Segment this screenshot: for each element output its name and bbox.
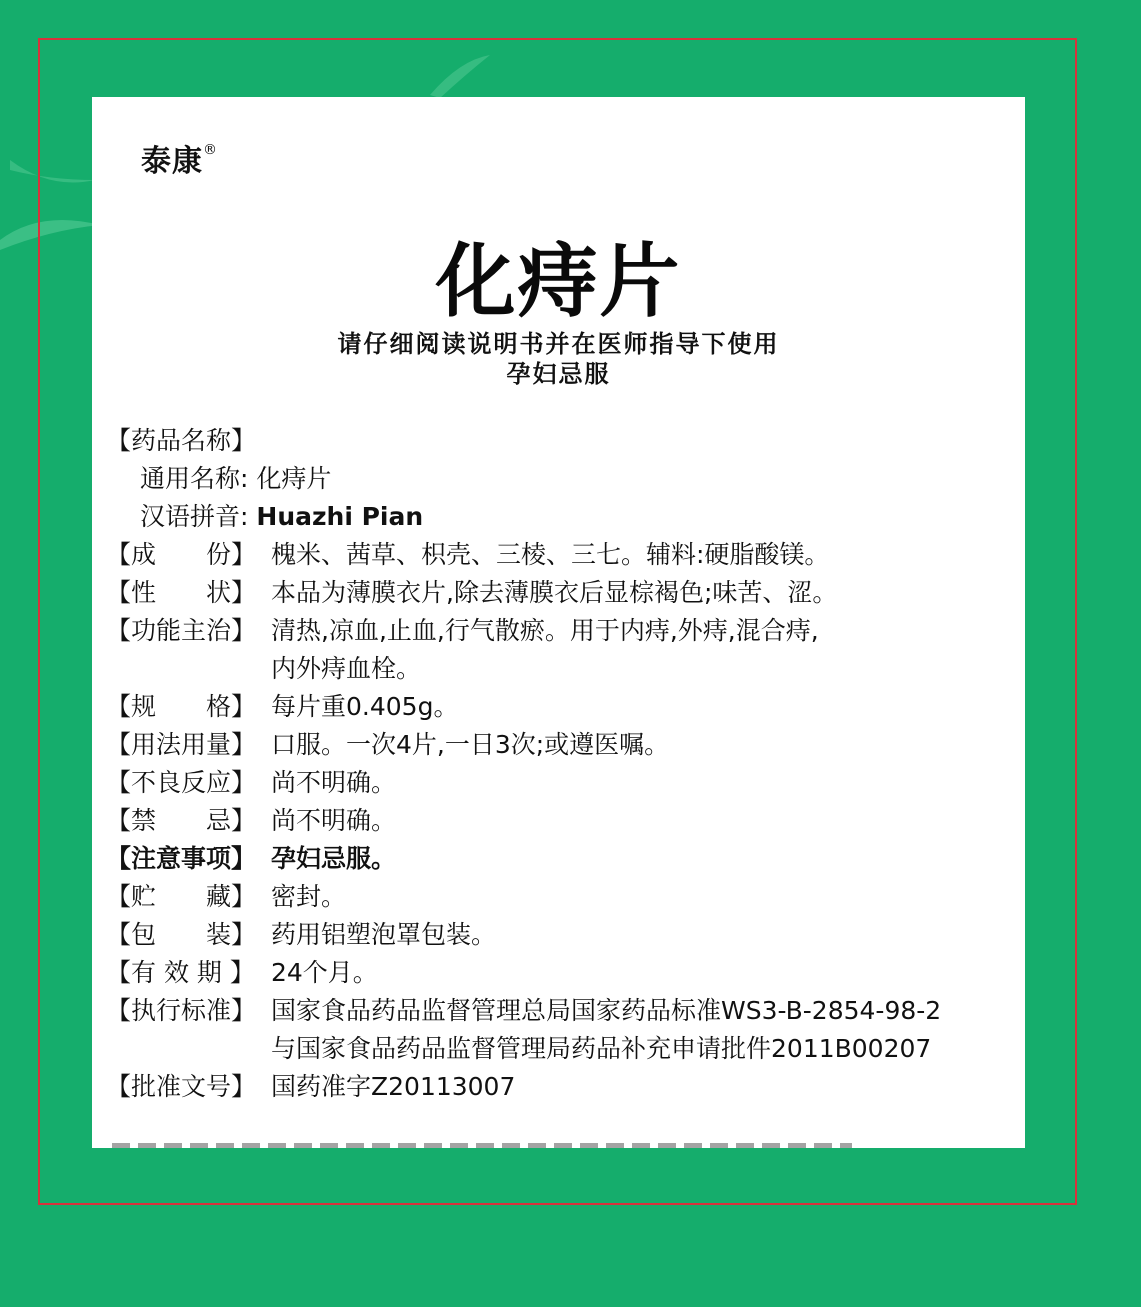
approval-value: 国药准字Z20113007 [271, 1072, 516, 1101]
validity-label: 【有 效 期 】 [106, 958, 255, 987]
row-common-name [106, 460, 1025, 498]
row-spec [106, 688, 1025, 726]
common-name-label: 通用名称: [140, 464, 249, 493]
label-card [92, 97, 1025, 1148]
approval-label: 【批准文号】 [106, 1072, 257, 1101]
adverse-value: 尚不明确。 [271, 768, 397, 797]
dosage-value: 口服。一次4片,一日3次;或遵医嘱。 [271, 730, 670, 759]
row-contraindications [106, 802, 1025, 840]
pinyin-label: 汉语拼音: [140, 502, 249, 531]
product-title: 化痔片 [435, 235, 682, 328]
drug-name-label: 【药品名称】 [106, 426, 257, 455]
brand-logo [141, 136, 218, 180]
row-approval [106, 1068, 1025, 1106]
registered-mark: ® [203, 142, 218, 158]
instruction-list [106, 422, 1025, 1106]
ingredients-value: 槐米、茜草、枳壳、三棱、三七。辅料:硬脂酸镁。 [271, 540, 830, 569]
row-dosage [106, 726, 1025, 764]
warning-read-instructions: 请仔细阅读说明书并在医师指导下使用 [337, 330, 780, 358]
spec-label: 【规 格】 [106, 692, 257, 721]
properties-label: 【性 状】 [106, 578, 257, 607]
warning-pregnancy: 孕妇忌服 [506, 360, 611, 388]
row-standard-cont [106, 1030, 1025, 1068]
row-adverse [106, 764, 1025, 802]
truncated-text-edge [112, 1143, 852, 1148]
contra-value: 尚不明确。 [271, 806, 397, 835]
storage-label: 【贮 藏】 [106, 882, 257, 911]
row-precautions [106, 840, 1025, 878]
standard-label: 【执行标准】 [106, 996, 257, 1025]
ingredients-label: 【成 份】 [106, 540, 257, 569]
row-validity [106, 954, 1025, 992]
storage-value: 密封。 [271, 882, 347, 911]
package-label: 【包 装】 [106, 920, 257, 949]
precautions-value: 孕妇忌服。 [271, 844, 397, 873]
row-standard [106, 992, 1025, 1030]
precautions-label: 【注意事项】 [106, 844, 257, 873]
row-package [106, 916, 1025, 954]
row-storage [106, 878, 1025, 916]
row-properties [106, 574, 1025, 612]
adverse-label: 【不良反应】 [106, 768, 257, 797]
indications-value-2: 内外痔血栓。 [271, 654, 422, 683]
row-indications-cont [106, 650, 1025, 688]
spec-value: 每片重0.405g。 [271, 692, 459, 721]
dosage-label: 【用法用量】 [106, 730, 257, 759]
row-drug-name-header [106, 422, 1025, 460]
properties-value: 本品为薄膜衣片,除去薄膜衣后显棕褐色;味苦、涩。 [271, 578, 838, 607]
row-pinyin [106, 498, 1025, 536]
package-value: 药用铝塑泡罩包装。 [271, 920, 497, 949]
brand-name: 泰康 [141, 144, 203, 179]
standard-value-1: 国家食品药品监督管理总局国家药品标准WS3-B-2854-98-2 [271, 996, 942, 1025]
row-indications [106, 612, 1025, 650]
indications-value-1: 清热,凉血,止血,行气散瘀。用于内痔,外痔,混合痔, [271, 616, 819, 645]
pinyin-value: Huazhi Pian [256, 502, 424, 531]
common-name-value: 化痔片 [256, 464, 332, 493]
contra-label: 【禁 忌】 [106, 806, 257, 835]
row-ingredients [106, 536, 1025, 574]
indications-label: 【功能主治】 [106, 616, 257, 645]
validity-value: 24个月。 [271, 958, 378, 987]
standard-value-2: 与国家食品药品监督管理局药品补充申请批件2011B00207 [271, 1034, 932, 1063]
